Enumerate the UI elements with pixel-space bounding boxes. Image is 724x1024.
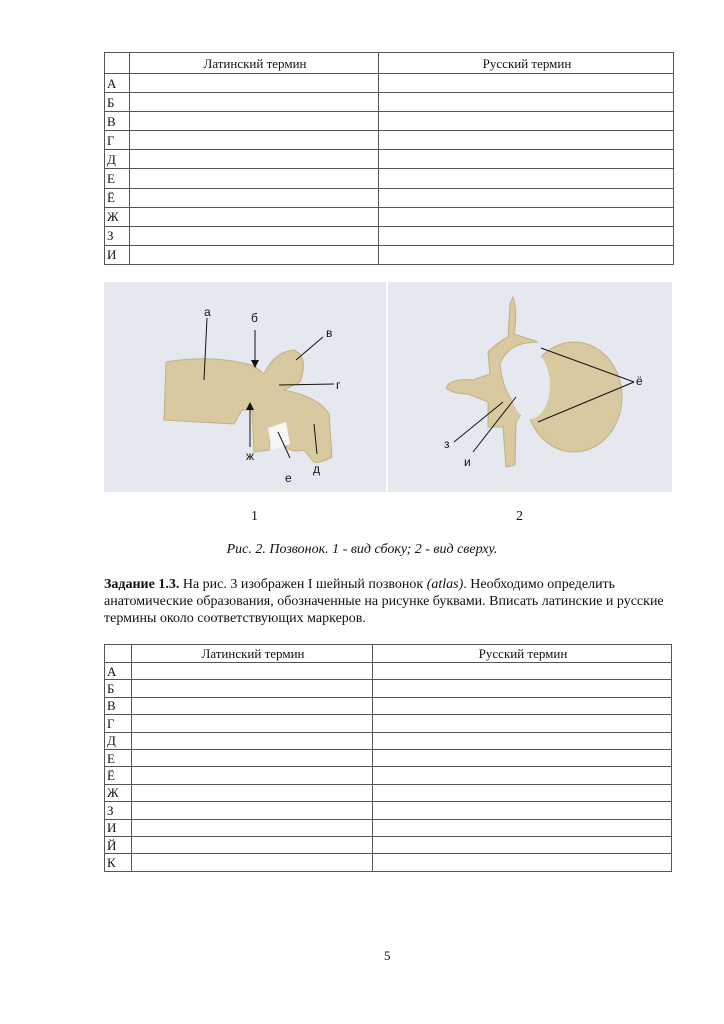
vertebra-side-view-image <box>104 282 386 492</box>
header-russian: Русский термин <box>373 645 672 663</box>
latin-term-cell[interactable] <box>130 188 379 207</box>
russian-term-cell[interactable] <box>373 732 672 749</box>
row-letter: Д <box>105 732 132 749</box>
label-b: б <box>251 311 258 325</box>
latin-term-cell[interactable] <box>132 784 373 801</box>
russian-term-cell[interactable] <box>373 680 672 697</box>
russian-term-cell[interactable] <box>379 74 674 93</box>
russian-term-cell[interactable] <box>379 169 674 188</box>
latin-term-cell[interactable] <box>132 767 373 784</box>
label-g: г <box>336 378 341 392</box>
table-row <box>105 131 674 150</box>
table-header-row <box>105 53 674 74</box>
task-title: Задание 1.3. <box>104 577 180 592</box>
russian-term-cell[interactable] <box>379 188 674 207</box>
row-letter: Е <box>105 169 130 188</box>
latin-term-cell[interactable] <box>132 749 373 766</box>
table-row <box>105 150 674 169</box>
label-z: з <box>444 437 450 451</box>
russian-term-cell[interactable] <box>373 767 672 784</box>
row-letter: Д <box>105 150 130 169</box>
table-row <box>105 697 672 714</box>
row-letter: Б <box>105 93 130 112</box>
label-yo: ё <box>636 374 643 388</box>
row-letter: Б <box>105 680 132 697</box>
row-letter: К <box>105 854 132 871</box>
row-letter: Ж <box>105 207 130 226</box>
latin-term-cell[interactable] <box>132 715 373 732</box>
row-letter: Е <box>105 749 132 766</box>
latin-term-cell[interactable] <box>132 854 373 871</box>
label-i: и <box>464 455 471 469</box>
latin-term-cell[interactable] <box>130 131 379 150</box>
header-latin: Латинский термин <box>132 645 373 663</box>
russian-term-cell[interactable] <box>379 245 674 264</box>
label-d: д <box>313 462 321 476</box>
task-text-before: На рис. 3 изображен I шейный позвонок <box>179 577 427 592</box>
russian-term-cell[interactable] <box>379 226 674 245</box>
russian-term-cell[interactable] <box>373 836 672 853</box>
table-row <box>105 854 672 871</box>
russian-term-cell[interactable] <box>373 802 672 819</box>
latin-term-cell[interactable] <box>132 836 373 853</box>
row-letter: В <box>105 112 130 131</box>
latin-term-cell[interactable] <box>130 150 379 169</box>
answer-table-1 <box>104 52 674 265</box>
russian-term-cell[interactable] <box>373 663 672 680</box>
row-letter: Г <box>105 715 132 732</box>
latin-term-cell[interactable] <box>130 226 379 245</box>
table-row <box>105 784 672 801</box>
russian-term-cell[interactable] <box>379 93 674 112</box>
figure-number-2: 2 <box>516 509 523 524</box>
table-row <box>105 663 672 680</box>
russian-term-cell[interactable] <box>373 715 672 732</box>
russian-term-cell[interactable] <box>373 749 672 766</box>
label-e: е <box>285 471 292 485</box>
latin-term-cell[interactable] <box>132 697 373 714</box>
table-header-row <box>105 645 672 663</box>
row-letter: А <box>105 74 130 93</box>
latin-term-cell[interactable] <box>130 93 379 112</box>
table-row <box>105 767 672 784</box>
latin-term-cell[interactable] <box>130 207 379 226</box>
table-row <box>105 112 674 131</box>
russian-term-cell[interactable] <box>373 819 672 836</box>
figure-number-1: 1 <box>251 509 258 524</box>
row-letter: И <box>105 819 132 836</box>
row-letter: З <box>105 226 130 245</box>
table-row <box>105 226 674 245</box>
figure-caption: Рис. 2. Позвонок. 1 - вид сбоку; 2 - вид сверху. <box>226 542 498 557</box>
row-letter: В <box>105 697 132 714</box>
table-row <box>105 715 672 732</box>
latin-term-cell[interactable] <box>130 245 379 264</box>
russian-term-cell[interactable] <box>379 131 674 150</box>
figure-panel-side-view <box>104 282 386 492</box>
header-letter <box>105 53 130 74</box>
table-row <box>105 836 672 853</box>
vertebra-top-view-image <box>388 282 672 492</box>
latin-term-cell[interactable] <box>130 169 379 188</box>
russian-term-cell[interactable] <box>373 854 672 871</box>
header-latin: Латинский термин <box>130 53 379 74</box>
latin-term-cell[interactable] <box>130 74 379 93</box>
row-letter: Г <box>105 131 130 150</box>
row-letter: И <box>105 245 130 264</box>
label-a: а <box>204 305 211 319</box>
table-row <box>105 732 672 749</box>
latin-term-cell[interactable] <box>132 802 373 819</box>
row-letter: Ж <box>105 784 132 801</box>
row-letter: З <box>105 802 132 819</box>
task-paragraph <box>104 576 684 627</box>
latin-term-cell[interactable] <box>132 680 373 697</box>
table-row <box>105 245 674 264</box>
russian-term-cell[interactable] <box>379 150 674 169</box>
latin-term-cell[interactable] <box>130 112 379 131</box>
table-row <box>105 74 674 93</box>
task-latin: (atlas) <box>426 577 464 592</box>
row-letter: Й <box>105 836 132 853</box>
label-v: в <box>326 326 333 340</box>
task-text-after: . Необходимо определить анатомические образования, обозначенные на рисунке буквами. Вписать латинские и русские термины около соответствующих маркеров. <box>104 577 664 626</box>
russian-term-cell[interactable] <box>373 784 672 801</box>
answer-table-2 <box>104 644 672 872</box>
table-row <box>105 802 672 819</box>
table-row <box>105 93 674 112</box>
latin-term-cell[interactable] <box>132 663 373 680</box>
table-row <box>105 207 674 226</box>
table-row <box>105 819 672 836</box>
table-row <box>105 188 674 207</box>
figure-panel-top-view <box>388 282 672 492</box>
russian-term-cell[interactable] <box>373 697 672 714</box>
latin-term-cell[interactable] <box>132 819 373 836</box>
table-row <box>105 169 674 188</box>
row-letter: А <box>105 663 132 680</box>
latin-term-cell[interactable] <box>132 732 373 749</box>
table-row <box>105 749 672 766</box>
row-letter: Ё <box>105 767 132 784</box>
header-russian: Русский термин <box>379 53 674 74</box>
row-letter: Ё <box>105 188 130 207</box>
page-number: 5 <box>384 948 391 963</box>
header-letter <box>105 645 132 663</box>
russian-term-cell[interactable] <box>379 207 674 226</box>
russian-term-cell[interactable] <box>379 112 674 131</box>
label-zh: ж <box>246 449 255 463</box>
table-row <box>105 680 672 697</box>
